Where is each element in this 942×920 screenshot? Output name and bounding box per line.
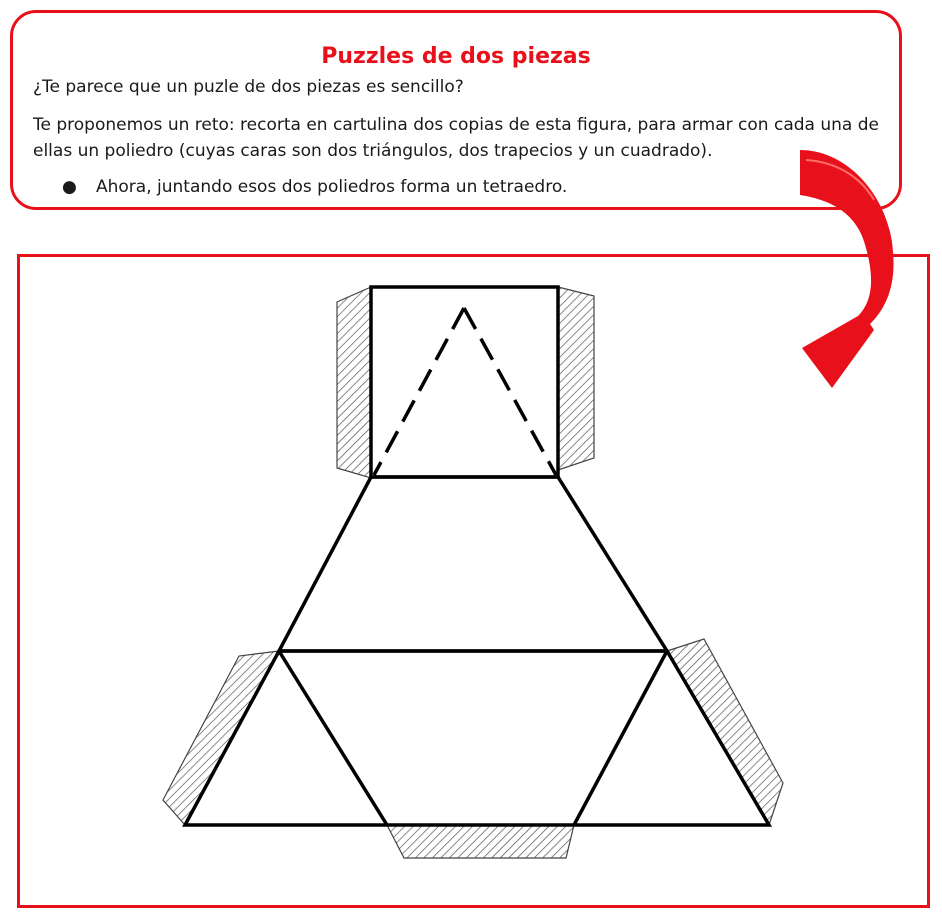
- fold-line-left: [374, 308, 464, 475]
- challenge-text: Te proponemos un reto: recorta en cartulina dos copias de esta figura, para armar con cada una de ellas un poliedro (cuyas caras son dos triángulos, dos trapecios y un cuadrado).: [33, 115, 879, 161]
- bottom-triangle-outline: [185, 651, 769, 825]
- card-title: Puzzles de dos piezas: [321, 44, 591, 69]
- glue-tabs: [163, 287, 783, 858]
- inner-edge-right: [574, 651, 667, 825]
- glue-tab-bottom: [387, 825, 574, 858]
- square-face: [371, 287, 558, 477]
- inner-edge-left: [279, 651, 387, 825]
- glue-tab-top-left: [337, 287, 371, 478]
- question-text: ¿Te parece que un puzle de dos piezas es sencillo?: [33, 77, 464, 97]
- net-outline: [185, 287, 769, 825]
- glue-tab-top-right: [558, 287, 594, 470]
- curved-arrow-icon: [800, 150, 894, 388]
- bullet-text: Ahora, juntando esos dos poliedros forma un tetraedro.: [96, 177, 568, 197]
- bullet-dot-icon: ●: [62, 177, 77, 197]
- fold-line-right: [464, 308, 556, 475]
- glue-tab-left: [163, 651, 279, 825]
- glue-tab-right: [667, 639, 783, 825]
- trapezoid-face-upper: [279, 477, 667, 651]
- fold-lines: [374, 308, 556, 475]
